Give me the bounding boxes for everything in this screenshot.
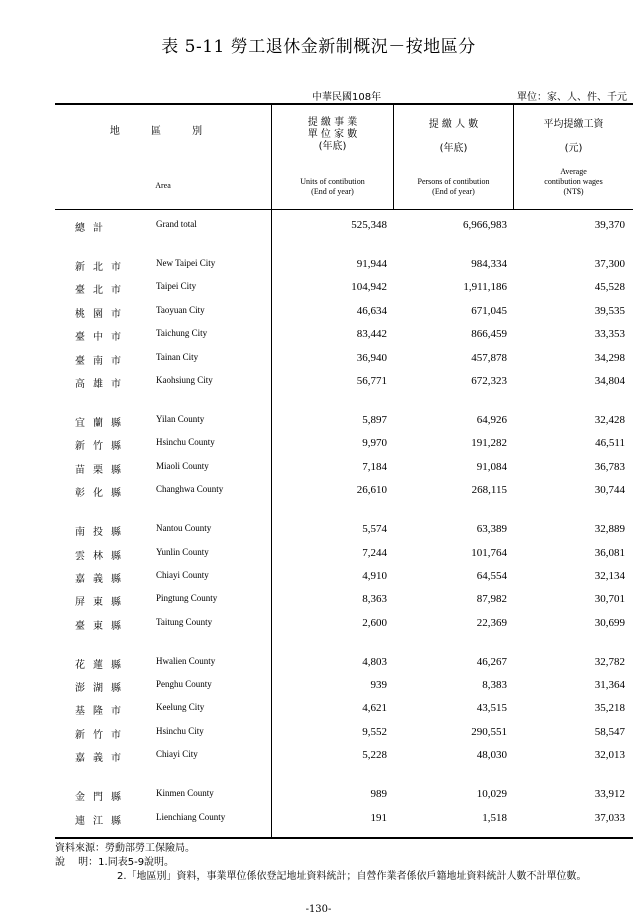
- persons-value: 91,084: [476, 461, 507, 473]
- page-number: -130-: [305, 904, 332, 915]
- wages-value: 36,081: [594, 547, 625, 559]
- area-name-zh: 新竹市: [75, 730, 129, 741]
- area-name-en: Lienchiang County: [156, 812, 226, 822]
- area-name-en: Taipei City: [156, 281, 197, 291]
- persons-value: 984,334: [471, 258, 507, 270]
- persons-value: 22,369: [476, 617, 507, 629]
- persons-value: 10,029: [476, 788, 507, 800]
- table-row: [55, 702, 633, 722]
- area-name-en: Grand total: [156, 219, 197, 229]
- wages-value: 32,889: [594, 523, 625, 535]
- units-value: 989: [370, 788, 387, 800]
- units-value: 104,942: [351, 281, 387, 293]
- wages-value: 37,300: [594, 258, 625, 270]
- wages-value: 39,370: [594, 219, 625, 231]
- table-row: [55, 258, 633, 278]
- area-name-zh: 連江縣: [75, 816, 129, 827]
- area-name-zh: 苗栗縣: [75, 465, 129, 476]
- header-col3: 平均提繳工資 (元): [543, 119, 604, 154]
- persons-value: 63,389: [476, 523, 507, 535]
- wages-value: 39,535: [594, 305, 625, 317]
- area-name-en: Hwalien County: [156, 656, 216, 666]
- area-name-zh: 新竹縣: [75, 441, 129, 452]
- area-name-zh: 基隆市: [75, 706, 129, 717]
- table-row: [55, 219, 633, 239]
- table-row: [55, 523, 633, 543]
- wages-value: 31,364: [594, 679, 625, 691]
- table-row: [55, 352, 633, 372]
- units-value: 91,944: [356, 258, 387, 270]
- persons-value: 46,267: [476, 656, 507, 668]
- table-row: [55, 656, 633, 676]
- units-value: 525,348: [351, 219, 387, 231]
- table-row: [55, 617, 633, 637]
- header-area-zh: 地 區 別: [109, 126, 217, 137]
- area-name-en: Taoyuan City: [156, 305, 205, 315]
- persons-value: 8,383: [482, 679, 507, 691]
- area-name-en: Nantou County: [156, 523, 212, 533]
- area-name-en: Yunlin County: [156, 547, 209, 557]
- area-name-zh: 花蓮縣: [75, 660, 129, 671]
- date-label: 中華民國108年: [312, 92, 382, 103]
- units-value: 2,600: [362, 617, 387, 629]
- units-value: 4,910: [362, 570, 387, 582]
- note-2: 2.「地區別」資料，事業單位係依登記地址資料統計；自營作業者係依戶籍地址資料統計人數不計單位數。: [117, 871, 587, 882]
- persons-value: 457,878: [471, 352, 507, 364]
- units-value: 26,610: [356, 484, 387, 496]
- area-name-zh: 南投縣: [75, 527, 129, 538]
- units-value: 5,897: [362, 414, 387, 426]
- persons-value: 87,982: [476, 593, 507, 605]
- area-name-en: Kinmen County: [156, 788, 214, 798]
- wages-value: 32,428: [594, 414, 625, 426]
- units-value: 9,970: [362, 437, 387, 449]
- table-top-rule: [55, 103, 633, 105]
- persons-value: 191,282: [471, 437, 507, 449]
- wages-value: 33,353: [594, 328, 625, 340]
- area-name-en: Penghu County: [156, 679, 212, 689]
- table-row: [55, 726, 633, 746]
- area-name-zh: 金門縣: [75, 792, 129, 803]
- wages-value: 30,701: [594, 593, 625, 605]
- table-row: [55, 414, 633, 434]
- table-row: [55, 593, 633, 613]
- area-name-zh: 臺中市: [75, 332, 129, 343]
- persons-value: 268,115: [471, 484, 507, 496]
- units-value: 5,228: [362, 749, 387, 761]
- wages-value: 32,134: [594, 570, 625, 582]
- persons-value: 866,459: [471, 328, 507, 340]
- area-name-en: Tainan City: [156, 352, 199, 362]
- area-name-zh: 臺東縣: [75, 621, 129, 632]
- persons-value: 1,518: [482, 812, 507, 824]
- area-name-en: Pingtung County: [156, 593, 218, 603]
- area-name-en: Changhwa County: [156, 484, 224, 494]
- header-col2: 提 繳 人 數 (年底): [428, 119, 479, 154]
- units-value: 939: [370, 679, 387, 691]
- units-value: 191: [370, 812, 387, 824]
- persons-value: 48,030: [476, 749, 507, 761]
- table-row: [55, 437, 633, 457]
- units-value: 7,244: [362, 547, 387, 559]
- note-1: 說 明：1.同表5-9說明。: [55, 857, 175, 868]
- units-value: 36,940: [356, 352, 387, 364]
- area-name-zh: 高雄市: [75, 379, 129, 390]
- page-title: 表 5-11 勞工退休金新制概況－按地區分: [161, 37, 476, 57]
- area-name-zh: 臺北市: [75, 285, 129, 296]
- table-row: [55, 375, 633, 395]
- table-row: [55, 788, 633, 808]
- units-value: 9,552: [362, 726, 387, 738]
- area-name-zh: 彰化縣: [75, 488, 129, 499]
- table-row: [55, 305, 633, 325]
- area-name-en: Taichung City: [156, 328, 208, 338]
- persons-value: 6,966,983: [463, 219, 507, 231]
- area-name-zh: 嘉義市: [75, 753, 129, 764]
- table-row: [55, 461, 633, 481]
- area-name-zh: 新北市: [75, 262, 129, 273]
- wages-value: 37,033: [594, 812, 625, 824]
- table-row: [55, 679, 633, 699]
- area-name-en: Yilan County: [156, 414, 205, 424]
- area-name-zh: 雲林縣: [75, 551, 129, 562]
- footnotes: [55, 842, 587, 884]
- wages-value: 46,511: [595, 437, 625, 449]
- area-name-en: Miaoli County: [156, 461, 209, 471]
- wages-value: 34,298: [594, 352, 625, 364]
- wages-value: 32,013: [594, 749, 625, 761]
- units-value: 83,442: [356, 328, 387, 340]
- wages-value: 36,783: [594, 461, 625, 473]
- table-row: [55, 749, 633, 769]
- table-bottom-rule: [55, 837, 633, 839]
- header-col3-en: Average contibution wages (NT$): [544, 167, 603, 196]
- source-note: 資料來源：勞動部勞工保險局。: [55, 843, 195, 854]
- table-row: [55, 812, 633, 832]
- wages-value: 45,528: [594, 281, 625, 293]
- header-col1-en: Units of contibution (End of year): [300, 177, 365, 196]
- area-name-zh: 總計: [75, 223, 111, 234]
- wages-value: 33,912: [594, 788, 625, 800]
- persons-value: 64,926: [476, 414, 507, 426]
- persons-value: 101,764: [471, 547, 507, 559]
- header-area-en: Area: [155, 181, 171, 190]
- area-name-en: Kaohsiung City: [156, 375, 213, 385]
- area-name-en: Hsinchu City: [156, 726, 204, 736]
- area-name-zh: 屏東縣: [75, 597, 129, 608]
- table-header-rule: [55, 209, 633, 210]
- wages-value: 58,547: [594, 726, 625, 738]
- header-col1: 提 繳 事 業 單 位 家 數 (年底): [307, 117, 358, 152]
- wages-value: 32,782: [594, 656, 625, 668]
- wages-value: 35,218: [594, 702, 625, 714]
- units-value: 5,574: [362, 523, 387, 535]
- persons-value: 672,323: [471, 375, 507, 387]
- area-name-en: Taitung County: [156, 617, 213, 627]
- persons-value: 43,515: [476, 702, 507, 714]
- units-value: 7,184: [362, 461, 387, 473]
- persons-value: 290,551: [471, 726, 507, 738]
- units-value: 4,803: [362, 656, 387, 668]
- table-row: [55, 547, 633, 567]
- wages-value: 34,804: [594, 375, 625, 387]
- area-name-zh: 宜蘭縣: [75, 418, 129, 429]
- units-value: 4,621: [362, 702, 387, 714]
- unit-label: 單位：家、人、件、千元: [517, 92, 627, 103]
- wages-value: 30,744: [594, 484, 625, 496]
- persons-value: 671,045: [471, 305, 507, 317]
- persons-value: 1,911,186: [463, 281, 507, 293]
- persons-value: 64,554: [476, 570, 507, 582]
- header-col2-en: Persons of contibution (End of year): [417, 177, 490, 196]
- area-name-zh: 桃園市: [75, 309, 129, 320]
- area-name-zh: 臺南市: [75, 356, 129, 367]
- area-name-zh: 澎湖縣: [75, 683, 129, 694]
- area-name-en: New Taipei City: [156, 258, 216, 268]
- units-value: 56,771: [356, 375, 387, 387]
- wages-value: 30,699: [594, 617, 625, 629]
- area-name-en: Chiayi City: [156, 749, 198, 759]
- area-name-en: Keelung City: [156, 702, 205, 712]
- units-value: 46,634: [356, 305, 387, 317]
- table-row: [55, 484, 633, 504]
- units-value: 8,363: [362, 593, 387, 605]
- area-name-zh: 嘉義縣: [75, 574, 129, 585]
- area-name-en: Hsinchu County: [156, 437, 215, 447]
- table-row: [55, 328, 633, 348]
- area-name-en: Chiayi County: [156, 570, 209, 580]
- table-row: [55, 570, 633, 590]
- table-row: [55, 281, 633, 301]
